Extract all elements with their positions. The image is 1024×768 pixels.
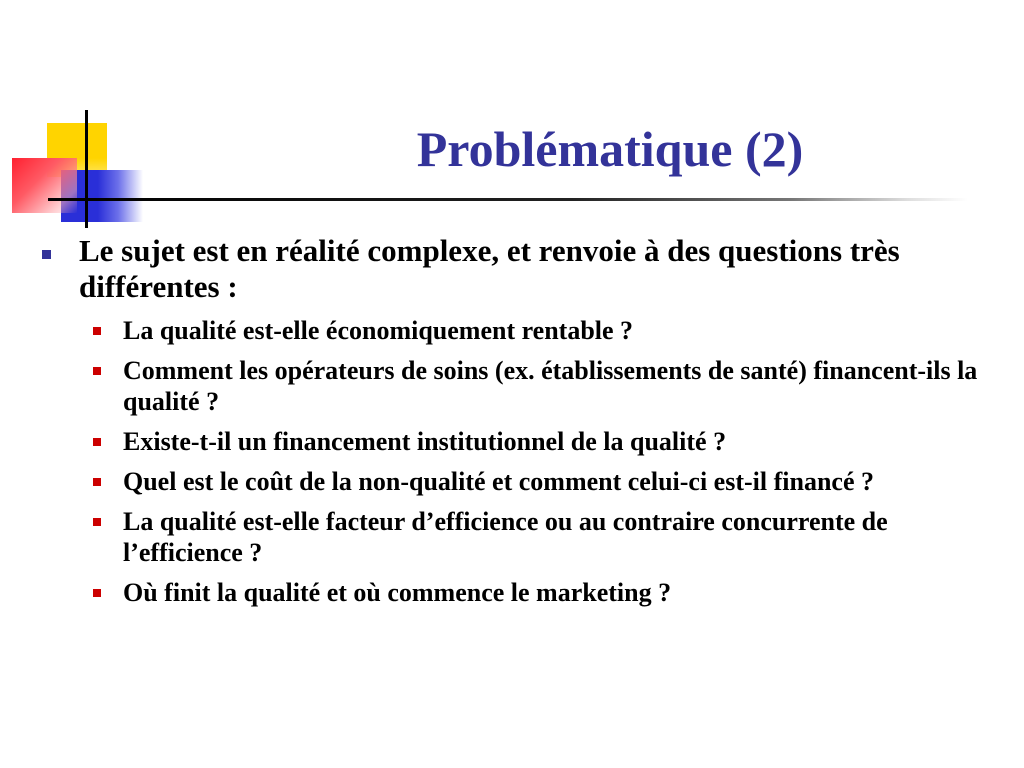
sub-bullet-text: Quel est le coût de la non-qualité et comment celui-ci est-il financé ?: [123, 467, 874, 496]
sub-bullet: [36, 355, 986, 417]
decorative-squares-logo: [0, 0, 160, 240]
square-bullet-icon: [93, 367, 101, 375]
title-underline-rule: [88, 198, 968, 201]
sub-bullet-list: [36, 315, 986, 608]
slide-title: Problématique (2): [416, 121, 804, 177]
sub-bullet: [36, 577, 986, 608]
red-square: [12, 158, 77, 213]
logo-vertical-line: [85, 110, 88, 228]
square-bullet-icon: [93, 478, 101, 486]
sub-bullet-text: Existe-t-il un financement institutionnel de la qualité ?: [123, 427, 727, 456]
square-bullet-icon: [93, 589, 101, 597]
square-bullet-icon: [93, 518, 101, 526]
main-bullet: [36, 233, 986, 305]
sub-bullet-text: La qualité est-elle économiquement rentable ?: [123, 316, 634, 345]
sub-bullet: [36, 506, 986, 568]
sub-bullet: [36, 466, 986, 497]
square-bullet-icon: [93, 327, 101, 335]
square-bullet-icon: [93, 438, 101, 446]
square-bullet-icon: [42, 250, 51, 259]
sub-bullet: [36, 426, 986, 457]
sub-bullet-text: Comment les opérateurs de soins (ex. établissements de santé) financent-ils la qualité ?: [123, 356, 978, 416]
slide-content: [36, 233, 986, 617]
sub-bullet: [36, 315, 986, 346]
sub-bullet-text: La qualité est-elle facteur d’efficience ou au contraire concurrente de l’efficience ?: [123, 507, 888, 567]
main-bullet-text: Le sujet est en réalité complexe, et renvoie à des questions très différentes :: [79, 233, 900, 304]
sub-bullet-text: Où finit la qualité et où commence le marketing ?: [123, 578, 672, 607]
